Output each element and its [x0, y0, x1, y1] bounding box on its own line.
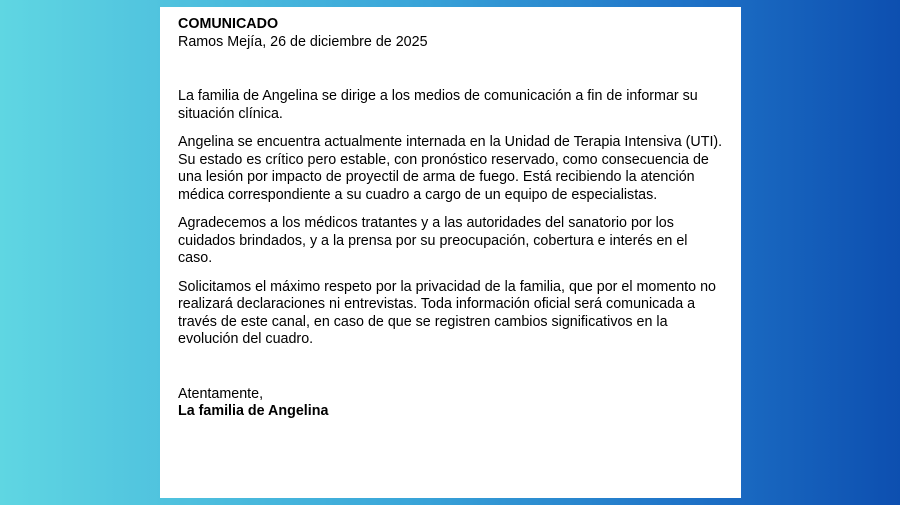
- paragraph-2: Angelina se encuentra actualmente internada en la Unidad de Terapia Intensiva (UTI). Su estado es crítico pero estable, con pronóstico reservado, como consecuencia de una lesión por impacto de proyectil de arma de fuego. Está recibiendo la atención médica correspondiente a su cuadro a cargo de un equipo de especialistas.: [178, 134, 723, 203]
- paragraph-4: Solicitamos el máximo respeto por la privacidad de la familia, que por el momento no realizará declaraciones ni entrevistas. Toda información oficial será comunicada a través de este canal, en caso de que se registren cambios significativos en la evolución del cuadro.: [178, 278, 716, 347]
- signature: La familia de Angelina: [178, 403, 329, 419]
- paragraph-1: La familia de Angelina se dirige a los medios de comunicación a fin de informar su situación clínica.: [178, 88, 698, 122]
- paragraph-3: Agradecemos a los médicos tratantes y a las autoridades del sanatorio por los cuidados brindados, y a la prensa por su preocupación, cobertura e interés en el caso.: [178, 215, 688, 266]
- document-heading: COMUNICADO: [178, 16, 279, 32]
- date-line: Ramos Mejía, 26 de diciembre de 2025: [178, 33, 428, 50]
- document-page: [160, 7, 741, 498]
- closing-line: Atentamente,: [178, 385, 264, 402]
